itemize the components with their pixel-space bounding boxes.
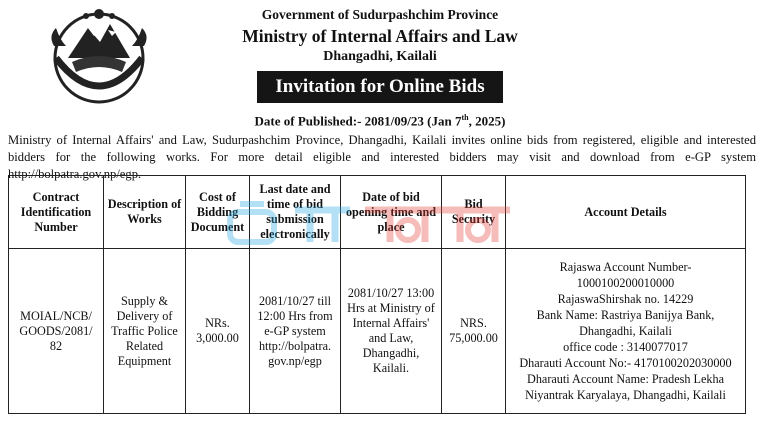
last-date-cell: 2081/10/27 till 12:00 Hrs from e-GP system http://bolpatra. gov.np/egp — [250, 249, 341, 414]
publication-date-tail: , 2025) — [468, 113, 506, 129]
account-line: Bank Name: Rastriya Banijya Bank, — [536, 308, 715, 322]
account-line: Rajaswa Account Number- — [559, 260, 692, 274]
header-last-date: Last date and time of bid submission electronically — [250, 176, 341, 249]
account-line: Dharauti Account Name: Pradesh Lekha — [527, 372, 724, 386]
header-opening: Date of bid opening time and place — [341, 176, 442, 249]
account-line: Dharauti Account No:- 4170100202030000 — [519, 356, 732, 370]
account-line: 1000100200010000 — [576, 276, 675, 290]
opening-cell: 2081/10/27 13:00 Hrs at Ministry of Internal Affairs' and Law, Dhangadhi, Kailali. — [341, 249, 442, 414]
bids-table — [8, 175, 746, 414]
account-details-cell — [506, 249, 746, 414]
intro-paragraph: Ministry of Internal Affairs' and Law, Sudurpashchim Province, Dhangadhi, Kailali invites online bids from registered, eligible and interested bidders for the following works. For more detail eligible and interested bidders may visit and download from e-GP system http://bolpatra.gov.np/egp. — [8, 133, 756, 181]
ministry-name: Ministry of Internal Affairs and Law — [242, 26, 518, 46]
header-contract-id: Contract Identification Number — [9, 176, 104, 249]
publication-date — [0, 113, 760, 129]
city-line: Dhangadhi, Kailali — [323, 49, 437, 64]
notice-header — [0, 6, 760, 103]
account-line: Dhangadhi, Kailali — [579, 324, 672, 338]
header-security: Bid Security — [442, 176, 506, 249]
header-cost: Cost of Bidding Document — [186, 176, 250, 249]
publication-date-text: Date of Published:- 2081/09/23 (Jan 7 — [254, 113, 462, 129]
account-line: RajaswaShirshak no. 14229 — [557, 292, 694, 306]
description-cell: Supply & Delivery of Traffic Police Related Equipment — [104, 249, 186, 414]
account-line: office code : 3140077017 — [563, 340, 688, 354]
account-line: Niyantrak Karyalaya, Dhangadhi, Kailali — [525, 388, 726, 402]
header-description: Description of Works — [104, 176, 186, 249]
publication-date-suffix: th — [461, 113, 469, 122]
government-line: Government of Sudurpashchim Province — [261, 7, 499, 22]
contract-id-cell: MOIAL/NCB/ GOODS/2081/ 82 — [9, 249, 104, 414]
security-cell: NRS. 75,000.00 — [442, 249, 506, 414]
notice-title-banner: Invitation for Online Bids — [257, 71, 502, 103]
header-account-details: Account Details — [506, 176, 746, 249]
table-header-row — [9, 176, 746, 249]
cost-cell: NRs. 3,000.00 — [186, 249, 250, 414]
table-row — [9, 249, 746, 414]
